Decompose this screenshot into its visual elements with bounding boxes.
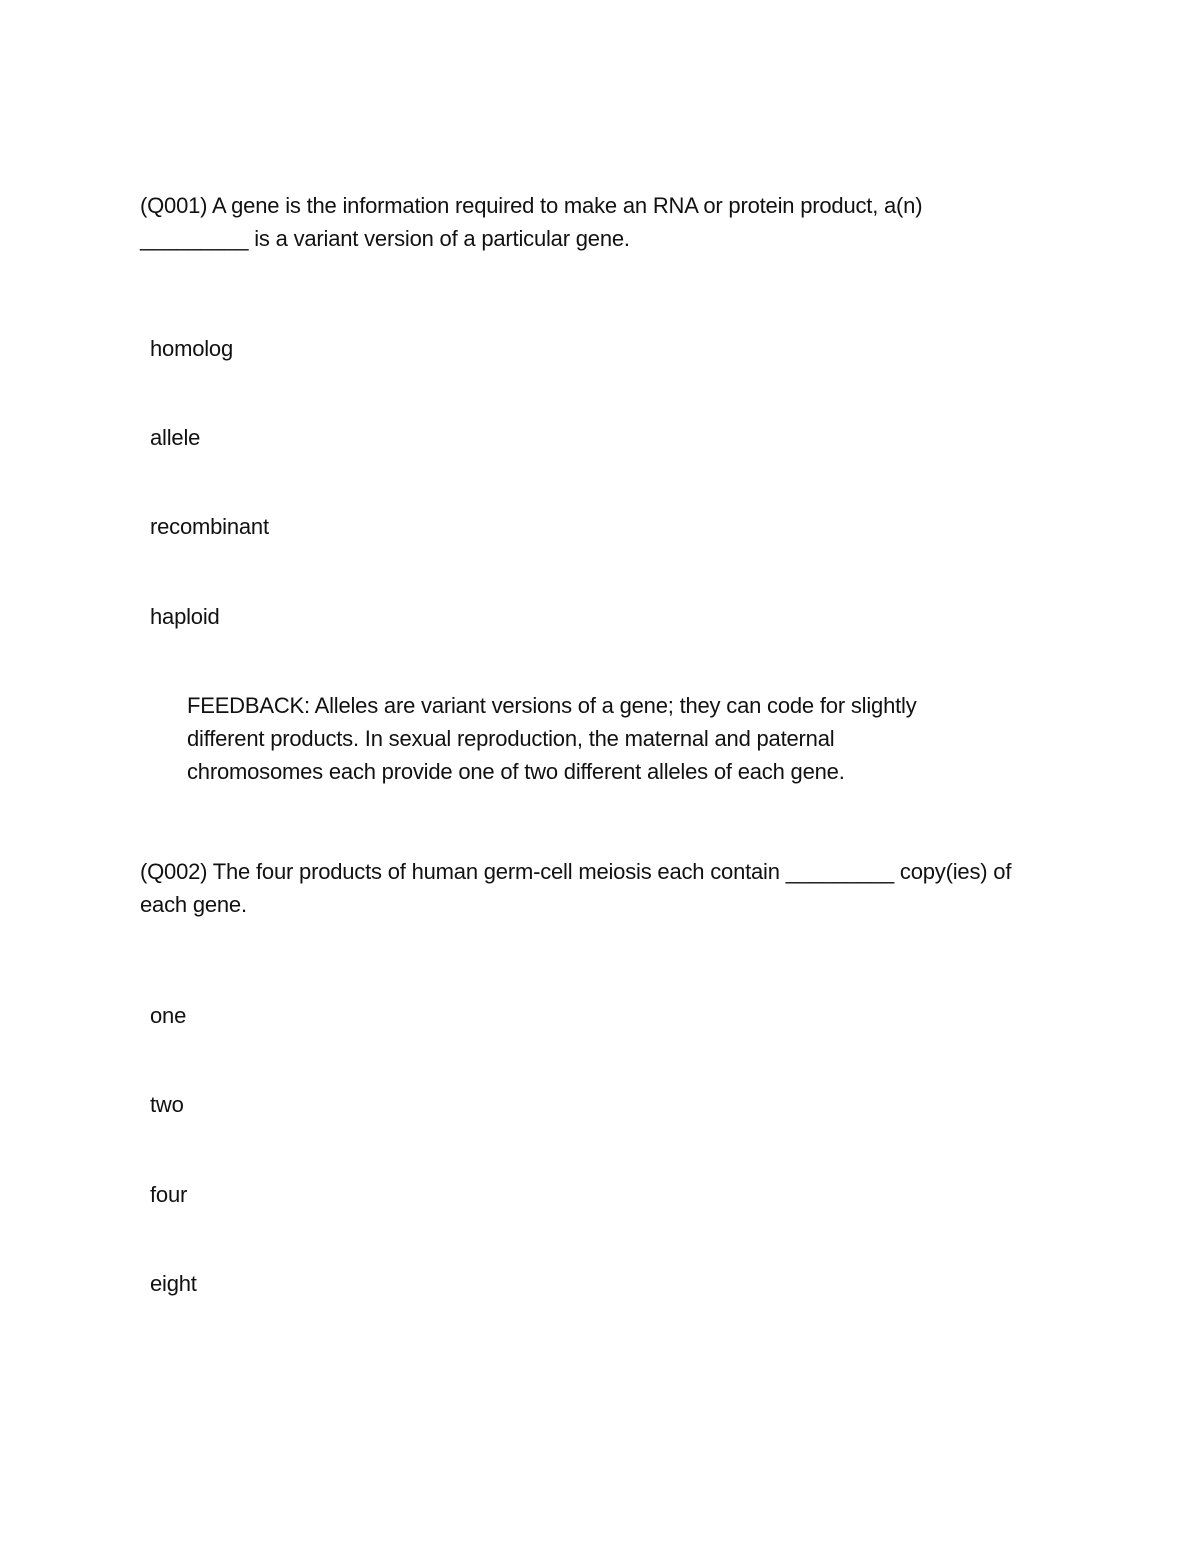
- question-1-option-3: recombinant: [150, 514, 269, 539]
- question-1-stem-line-2: _________ is a variant version of a particular gene.: [140, 226, 630, 251]
- question-2-option-4: eight: [150, 1271, 197, 1296]
- question-1-feedback-line-2: different products. In sexual reproduction, the maternal and paternal: [187, 726, 835, 751]
- question-1-feedback-line-1: FEEDBACK: Alleles are variant versions of a gene; they can code for slightly: [187, 693, 917, 718]
- question-1-feedback-line-3: chromosomes each provide one of two different alleles of each gene.: [187, 759, 845, 784]
- question-1-option-1: homolog: [150, 336, 233, 361]
- question-2-option-2: two: [150, 1092, 184, 1117]
- question-2-option-1: one: [150, 1003, 187, 1028]
- question-2-stem-line-2: each gene.: [140, 892, 247, 917]
- question-2-option-3: four: [150, 1182, 188, 1207]
- question-2-stem-line-1: (Q002) The four products of human germ-cell meiosis each contain _________ copy(ies) of: [140, 859, 1012, 884]
- question-1-stem-line-1: (Q001) A gene is the information required to make an RNA or protein product, a(n): [140, 193, 923, 218]
- question-1-option-4: haploid: [150, 604, 220, 629]
- question-1-option-2: allele: [150, 425, 201, 450]
